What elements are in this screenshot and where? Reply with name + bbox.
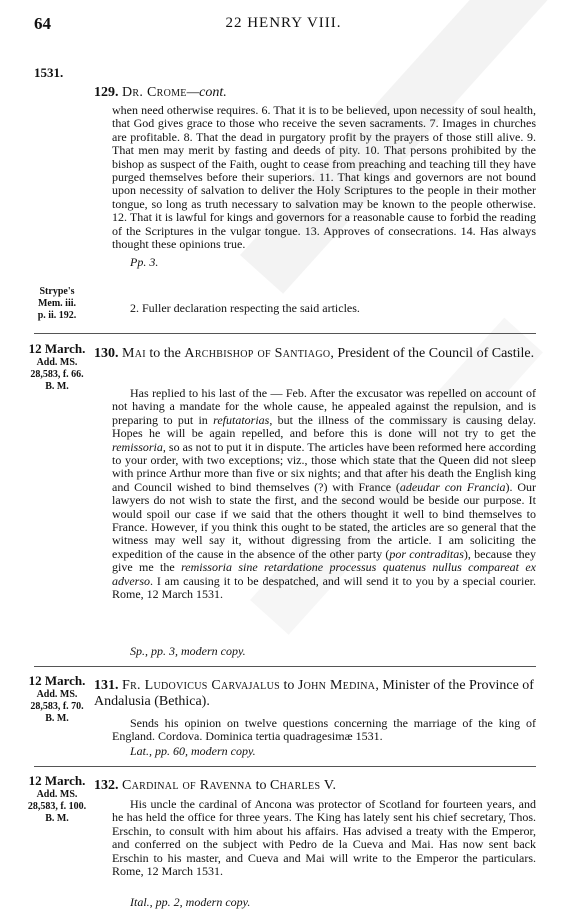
entry-130-body: Has replied to his last of the — Feb. After the excusator was repelled on account of not having a mandate for the whole cause, he appealed against the repulsion, and is preparing to put in refutatorias, but the illness of the commissary is causing delay. Hopes he will be again repelled, and before this is done will not try to get the remissoria, so as not to put it in dispute. The articles have been reformed here according to your order, with two exceptions; viz., those which state that the Queen did not sleep with prince Arthur more than five or six nights; and that after his death the English king and Council wished to bind themselves (?) with France (adeudar con Francia). Our lawyers do not wish to state the first, and the second would be beside our purpose. It would spoil our case if we said that the others thought it well to bind themselves to France. However, if you think this ought to be stated, the articles are so general that the witness may well say it, without digressing from the article. I am soliciting the expedition of the cause in the absence of the other party (por contraditas), because they give me the remissoria sine retardatione processus quatenus nullus compareat ex adverso. I am causing it to be despatched, and will send it to you by a special courier. Rome, 12 March 1531. bbox=[112, 386, 536, 602]
divider bbox=[34, 666, 536, 667]
divider bbox=[34, 766, 536, 767]
entry-129-item-2: 2. Fuller declaration respecting the said articles. bbox=[130, 301, 360, 315]
divider bbox=[34, 333, 536, 334]
entry-132-note: Ital., pp. 2, modern copy. bbox=[130, 895, 251, 909]
entry-130-heading: 130. Mai to the Archbishop of Santiago, President of the Council of Castile. bbox=[94, 346, 535, 361]
margin-year: 1531. bbox=[34, 65, 64, 80]
entry-130-margin: 12 March. Add. MS. 28,583, f. 66. B. M. bbox=[28, 341, 86, 392]
running-head: 22 HENRY VIII. bbox=[225, 15, 342, 31]
entry-131-heading: 131. Fr. Ludovicus Carvajalus to John Medina, Minister of the Province of Andalusia (Bethica). bbox=[94, 678, 534, 709]
entry-129-side-ref: Strype's Mem. iii. p. ii. 192. bbox=[37, 286, 77, 321]
entry-131-note: Lat., pp. 60, modern copy. bbox=[130, 744, 256, 758]
page-number: 64 bbox=[34, 14, 51, 33]
entry-129-body: when need otherwise requires. 6. That it is to be believed, upon necessity of soul health, that God gives grace to those who receive the seven sacraments. 7. Images in churches are profitable. 8. That the dead in purgatory profit by the prayers of those still alive. 9. That men may merit by fasting and deeds of pity. 10. That persons prohibited by the bishop as suspect of the Faith, ought to cease from preaching and teaching till they have purged themselves before their superiors. 11. That kings and governors are not bound upon necessity of salvation to deliver the Holy Scriptures to the people in their mother tongue, so long as truth necessary to salvation may be known to the people otherwise. 12. That it is lawful for kings and governors for a reasonable cause to forbid the reading of the Scriptures in the vulgar tongue. 13. Approves of consecrations. 14. Has always thought these opinions true. bbox=[112, 103, 536, 252]
entry-132-body: His uncle the cardinal of Ancona was protector of Scotland for fourteen years, and he has held the office for three years. The King has lately sent his chief secretary, Thos. Erschin, to consult with him about his affairs. Has advised a treaty with the Emperor, and conferred on the subject with Pedro de la Cueva and Mai. Has now sent back Erschin to his master, and Cueva and Mai will write to the Emperor the particulars. Rome, 12 March 1531. bbox=[112, 797, 536, 879]
entry-129-heading: 129. Dr. Crome—cont. bbox=[94, 85, 227, 100]
entry-132-heading: 132. Cardinal of Ravenna to Charles V. bbox=[94, 778, 337, 793]
entry-129-note: Pp. 3. bbox=[130, 255, 159, 269]
entry-131-margin: 12 March. Add. MS. 28,583, f. 70. B. M. bbox=[28, 673, 86, 724]
entry-130-note: Sp., pp. 3, modern copy. bbox=[130, 644, 246, 658]
entry-132-margin: 12 March. Add. MS. 28,583, f. 100. B. M. bbox=[27, 773, 87, 824]
entry-131-body: Sends his opinion on twelve questions concerning the marriage of the king of England. Cordova. Dominica tertia quadragesimæ 1531. bbox=[112, 716, 536, 744]
